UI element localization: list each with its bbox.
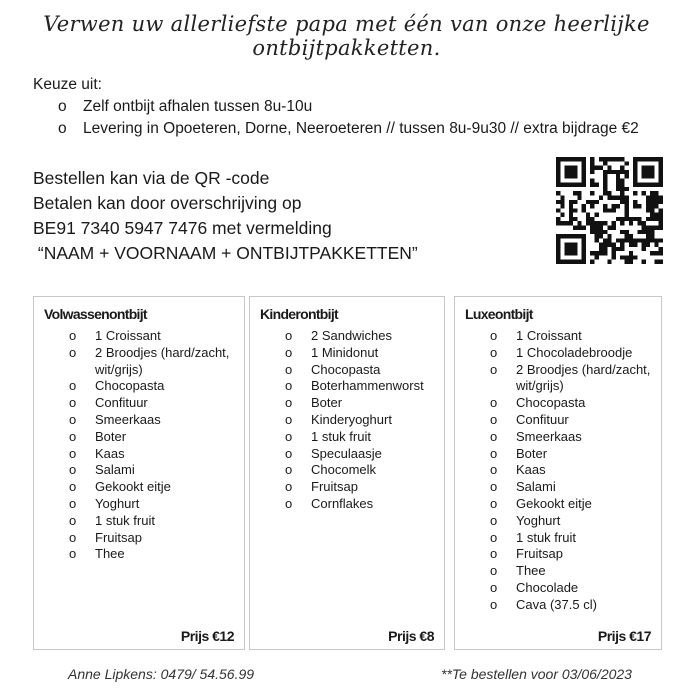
order-line-qr: Bestellen kan via de QR -code bbox=[33, 168, 270, 188]
headline: Verwen uw allerliefste papa met één van onze heerlijke ontbijtpakketten. bbox=[43, 12, 650, 60]
package-item: o Salami bbox=[44, 462, 240, 479]
package-title: Luxeontbijt bbox=[465, 306, 533, 322]
package-item: o Chocopasta bbox=[260, 362, 440, 379]
package-item: o Chocopasta bbox=[465, 395, 657, 412]
package-item: o Kaas bbox=[44, 446, 240, 463]
choice-section bbox=[33, 74, 639, 140]
choice-option-delivery: o Levering in Opoeteren, Dorne, Neeroeteren // tussen 8u-9u30 // extra bijdrage €2 bbox=[33, 118, 639, 140]
package-item: o 2 Sandwiches bbox=[260, 328, 440, 345]
package-item: o Fruitsap bbox=[465, 546, 657, 563]
package-price: Prijs €8 bbox=[388, 628, 434, 644]
package-item: o Boter bbox=[260, 395, 440, 412]
package-item: o Kinderyoghurt bbox=[260, 412, 440, 429]
package-item: o Yoghurt bbox=[465, 513, 657, 530]
footer-deadline: **Te bestellen voor 03/06/2023 bbox=[441, 666, 632, 682]
package-item: o Fruitsap bbox=[44, 530, 240, 547]
package-item: o 2 Broodjes (hard/zacht, wit/grijs) bbox=[465, 362, 657, 396]
qr-code-icon[interactable] bbox=[556, 157, 663, 264]
package-item: o 2 Broodjes (hard/zacht, wit/grijs) bbox=[44, 345, 240, 379]
package-item: o Kaas bbox=[465, 462, 657, 479]
package-item: o Smeerkaas bbox=[44, 412, 240, 429]
package-item: o Gekookt eitje bbox=[44, 479, 240, 496]
package-item: o 1 Croissant bbox=[44, 328, 240, 345]
package-item: o Thee bbox=[465, 563, 657, 580]
package-price: Prijs €12 bbox=[180, 628, 234, 644]
package-card-adult bbox=[33, 296, 245, 650]
package-items bbox=[465, 328, 657, 614]
package-item: o Boter bbox=[465, 446, 657, 463]
footer-contact: Anne Lipkens: 0479/ 54.56.99 bbox=[68, 666, 255, 682]
package-item: o Chocopasta bbox=[44, 378, 240, 395]
package-item: o Thee bbox=[44, 546, 240, 563]
order-line-iban: BE91 7340 5947 7476 met vermelding bbox=[33, 218, 332, 238]
package-title: Kinderontbijt bbox=[260, 306, 338, 322]
package-card-kids bbox=[249, 296, 445, 650]
choice-label: Keuze uit: bbox=[33, 76, 102, 93]
order-line-payment: Betalen kan door overschrijving op bbox=[33, 193, 302, 213]
package-item: o Chocolade bbox=[465, 580, 657, 597]
package-items bbox=[260, 328, 440, 513]
package-card-luxe bbox=[454, 296, 662, 650]
package-item: o Confituur bbox=[44, 395, 240, 412]
package-item: o Chocomelk bbox=[260, 462, 440, 479]
choice-option-pickup: o Zelf ontbijt afhalen tussen 8u-10u bbox=[33, 96, 639, 118]
package-item: o 1 stuk fruit bbox=[260, 429, 440, 446]
package-item: o Fruitsap bbox=[260, 479, 440, 496]
package-item: o Confituur bbox=[465, 412, 657, 429]
order-info bbox=[33, 166, 418, 266]
package-item: o Smeerkaas bbox=[465, 429, 657, 446]
package-item: o Gekookt eitje bbox=[465, 496, 657, 513]
package-item: o 1 stuk fruit bbox=[44, 513, 240, 530]
package-item: o 1 Croissant bbox=[465, 328, 657, 345]
package-title: Volwassenontbijt bbox=[44, 306, 147, 322]
package-item: o Salami bbox=[465, 479, 657, 496]
package-item: o Yoghurt bbox=[44, 496, 240, 513]
package-item: o 1 Minidonut bbox=[260, 345, 440, 362]
package-item: o 1 stuk fruit bbox=[465, 530, 657, 547]
package-item: o Boterhammenworst bbox=[260, 378, 440, 395]
package-item: o Speculaasje bbox=[260, 446, 440, 463]
package-item: o 1 Chocoladebroodje bbox=[465, 345, 657, 362]
package-item: o Boter bbox=[44, 429, 240, 446]
package-item: o Cava (37.5 cl) bbox=[465, 597, 657, 614]
order-line-reference: “NAAM + VOORNAAM + ONTBIJTPAKKETTEN” bbox=[33, 243, 418, 263]
choice-options bbox=[33, 96, 639, 140]
package-items bbox=[44, 328, 240, 563]
package-item: o Cornflakes bbox=[260, 496, 440, 513]
package-price: Prijs €17 bbox=[597, 628, 651, 644]
